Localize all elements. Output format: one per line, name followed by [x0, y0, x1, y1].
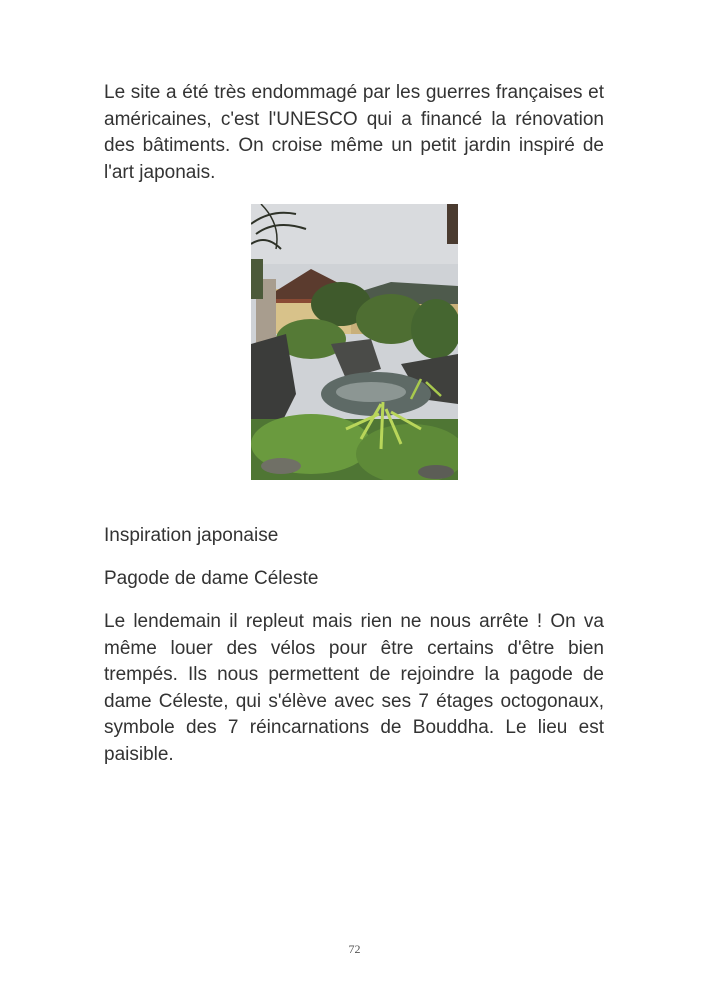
- section-heading: Pagode de dame Céleste: [104, 568, 319, 589]
- japanese-garden-photo: [251, 204, 458, 480]
- photo-caption: Inspiration japonaise: [104, 525, 279, 546]
- paragraph-unesco-renovation: Le site a été très endommagé par les guerres françaises et américaines, c'est l'UNESCO qui a financé la rénovation des bâtiments. On croise même un petit jardin inspiré de l'art japonais.: [104, 82, 604, 183]
- paragraph-pagoda-visit: Le lendemain il repleut mais rien ne nous arrête ! On va même louer des vélos pour être certains d'être bien trempés. Ils nous permettent de rejoindre la pagode de dame Céleste, qui s'élève avec ses 7 étages octogonaux, symbole des 7 réincarnations de Bouddha. Le lieu est paisible.: [104, 611, 604, 765]
- page-number: 72: [348, 942, 361, 956]
